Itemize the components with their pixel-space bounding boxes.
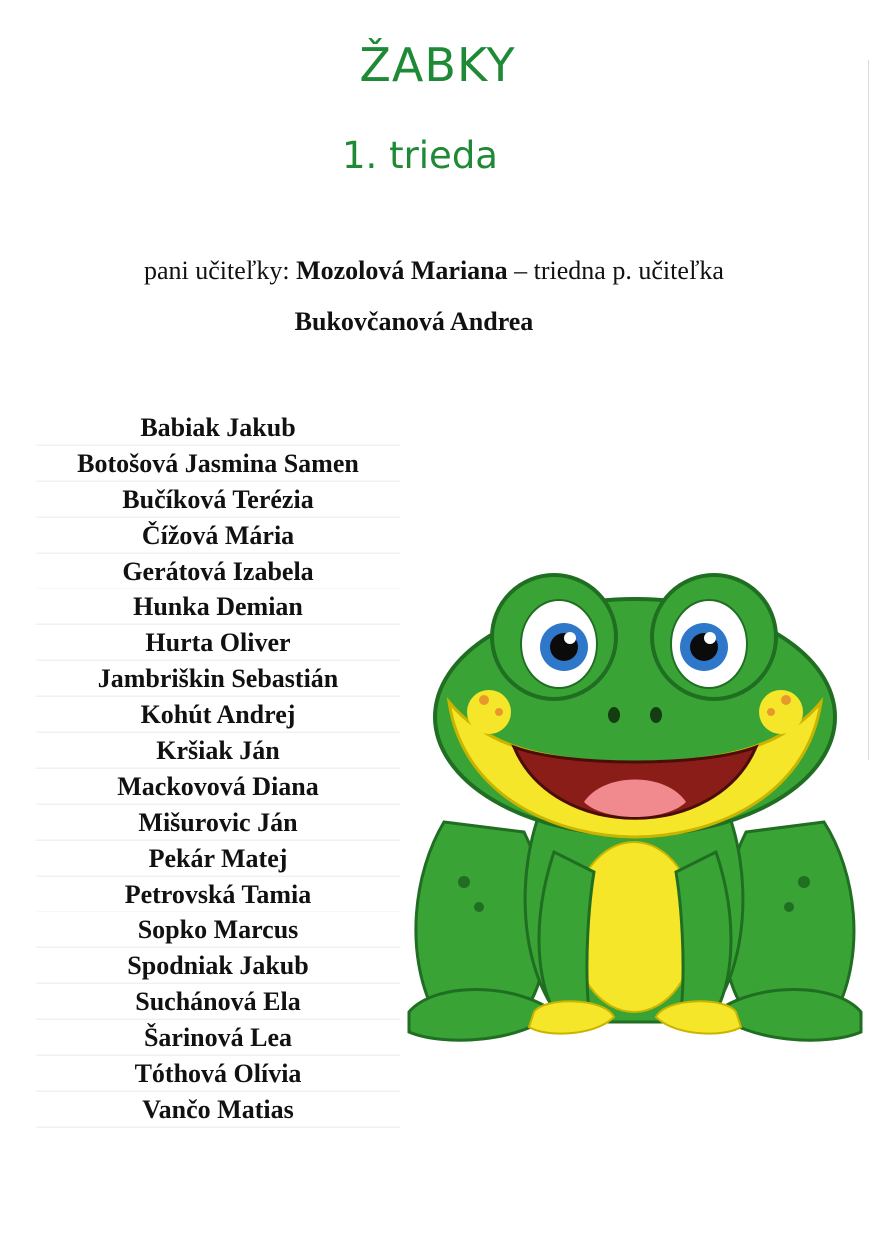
student-item: Čížová Mária [36,518,400,554]
student-item: Mišurovic Ján [36,805,400,841]
student-item: Kršiak Ján [36,733,400,769]
class-subtitle: 1. trieda [342,134,498,177]
student-item: Spodniak Jakub [36,948,400,984]
student-item: Kohút Andrej [36,697,400,733]
student-item: Suchánová Ela [36,984,400,1020]
teachers-prefix: pani učiteľky: [144,256,297,285]
student-item: Petrovská Tamia [36,877,400,913]
student-item: Hunka Demian [36,589,400,625]
page-title: ŽABKY [359,38,516,92]
page-edge-rule [868,60,869,760]
student-item: Pekár Matej [36,841,400,877]
student-item: Babiak Jakub [36,410,400,446]
student-item: Tóthová Olívia [36,1056,400,1092]
student-item: Vančo Matias [36,1092,400,1128]
student-item: Sopko Marcus [36,912,400,948]
student-item: Gerátová Izabela [36,554,400,590]
frog-icon [404,572,866,1050]
teachers-line [0,254,868,288]
student-item: Mackovová Diana [36,769,400,805]
student-item: Bučíková Terézia [36,482,400,518]
student-item: Jambriškin Sebastián [36,661,400,697]
student-list [36,410,400,1128]
main-teacher-role: – triedna p. učiteľka [507,256,724,285]
student-item: Šarinová Lea [36,1020,400,1056]
main-teacher-name: Mozolová Mariana [296,256,508,285]
second-teacher-name: Bukovčanová Andrea [294,307,534,336]
student-item: Hurta Oliver [36,625,400,661]
student-item: Botošová Jasmina Samen [36,446,400,482]
